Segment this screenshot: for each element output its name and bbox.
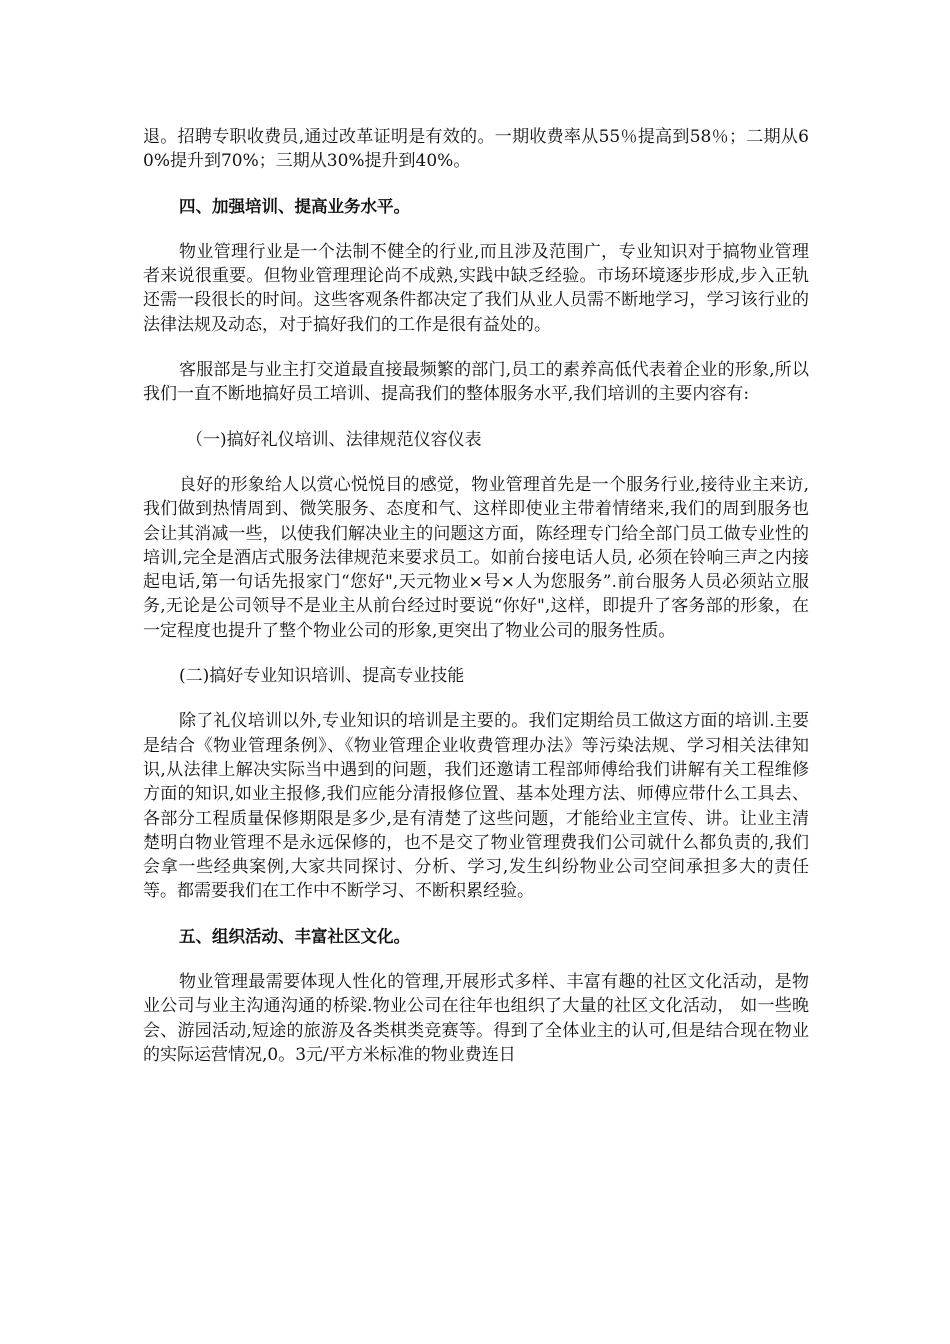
subheading-professional-training: (二)搞好专业知识培训、提高专业技能 [179,666,465,687]
section-heading-community-activities: 五、组织活动、丰富社区文化。 [179,926,410,946]
paragraph-customer-service-dept: 客服部是与业主打交道最直接最频繁的部门,员工的素养高低代表着企业的形象,所以我们一直不断地搞好员工培训、提高我们的整体服务水平,我们培训的主要内容有: [143,360,809,405]
subheading-etiquette-training: （一)搞好礼仪培训、法律规范仪容仪表 [186,429,482,450]
paragraph-community-culture: 物业管理最需要体现人性化的管理,开展形式多样、丰富有趣的社区文化活动，是物业公司与业主沟通沟通的桥梁.物业公司在往年也组织了大量的社区文化活动， 如一些晚会、游园活动,短途的旅游及各类棋类竞赛等。得到了全体业主的认可,但是结合现在物业的实际运营情况,0。3元/平方米标准的物业费连日 [143,972,809,1065]
section-heading-training: 四、加强培训、提高业务水平。 [179,196,410,216]
paragraph-etiquette-details: 良好的形象给人以赏心悦悦目的感觉，物业管理首先是一个服务行业,接待业主来访,我们做到热情周到、微笑服务、态度和气、这样即使业主带着情绪来,我们的周到服务也会让其消减一些，以使我们解决业主的问题这方面，陈经理专门给全部门员工做专业性的培训,完全是酒店式服务法律规范来要求员工。如前台接电话人员, 必须在铃响三声之内接起电话,第一句话先报家门“您好",天元物业×号×人为您服务”.前台服务人员必须站立服务,无论是公司领导不是业主从前台经过时要说“你好",这样，即提升了客务部的形象，在一定程度也提升了整个物业公司的形象,更突出了物业公司的服务性质。 [143,474,809,641]
paragraph-fee-collection: 退。招聘专职收费员,通过改革证明是有效的。一期收费率从55％提高到58％；二期从60%提升到70%；三期从30%提升到40%。 [143,127,809,172]
paragraph-industry-learning: 物业管理行业是一个法制不健全的行业,而且涉及范围广，专业知识对于搞物业管理者来说很重要。但物业管理理论尚不成熟,实践中缺乏经验。市场环境逐步形成,步入正轨还需一段很长的时间。这些客观条件都决定了我们从业人员需不断地学习，学习该行业的法律法规及动态，对于搞好我们的工作是很有益处的。 [143,241,809,335]
document-body [143,125,809,1088]
paragraph-professional-details: 除了礼仪培训以外,专业知识的培训是主要的。我们定期给员工做这方面的培训.主要是结合《物业管理条例》、《物业管理企业收费管理办法》等污染法规、学习相关法律知识,从法律上解决实际当中遇到的问题，我们还邀请工程部师傅给我们讲解有关工程维修方面的知识,如业主报修,我们应能分清报修位置、基本处理方法、师傅应带什么工具去、各部分工程质量保修期限是多少,是有清楚了这些问题，才能给业主宣传、讲。让业主清楚明白物业管理不是永远保修的，也不是交了物业管理费我们公司就什么都负责的,我们会拿一些经典案例,大家共同探讨、分析、学习,发生纠纷物业公司空间承担多大的责任等。都需要我们在工作中不断学习、不断积累经验。 [143,711,809,902]
